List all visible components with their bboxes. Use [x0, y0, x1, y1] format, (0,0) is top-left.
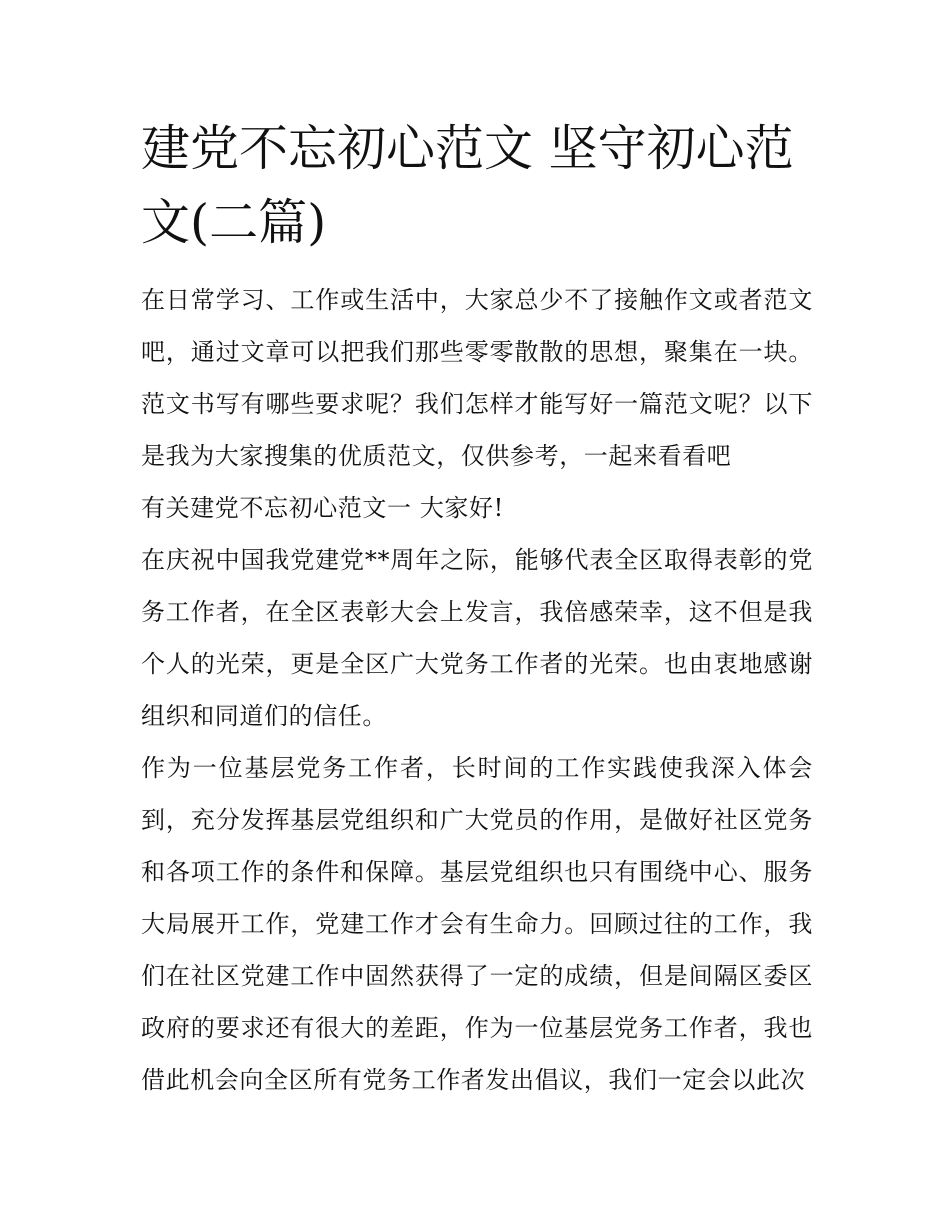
paragraph-greeting: 有关建党不忘初心范文一 大家好!	[141, 494, 504, 522]
paragraph-intro: 在日常学习、工作或生活中，大家总少不了接触作文或者范文吧，通过文章可以把我们那些零零散散的思想，聚集在一块。范文书写有哪些要求呢？我们怎样才能写好一篇范文呢？以下是我为大家搜集的优质范文，仅供参考，一起来看看吧	[141, 286, 813, 470]
paragraph-speech-opening: 在庆祝中国我党建党**周年之际，能够代表全区取得表彰的党务工作者，在全区表彰大会上发言，我倍感荣幸，这不但是我个人的光荣，更是全区广大党务工作者的光荣。也由衷地感谢组织和同道们的信任。	[141, 546, 813, 730]
document-body	[141, 112, 813, 1106]
document-title: 建党不忘初心范文 坚守初心范文(二篇)	[141, 120, 794, 251]
paragraph-speech-body: 作为一位基层党务工作者，长时间的工作实践使我深入体会到，充分发挥基层党组织和广大党员的作用，是做好社区党务和各项工作的条件和保障。基层党组织也只有围绕中心、服务大局展开工作，党建工作才会有生命力。回顾过往的工作，我们在社区党建工作中固然获得了一定的成绩，但是间隔区委区政府的要求还有很大的差距，作为一位基层党务工作者，我也借此机会向全区所有党务工作者发出倡议，我们一定会以此次	[141, 754, 813, 1094]
